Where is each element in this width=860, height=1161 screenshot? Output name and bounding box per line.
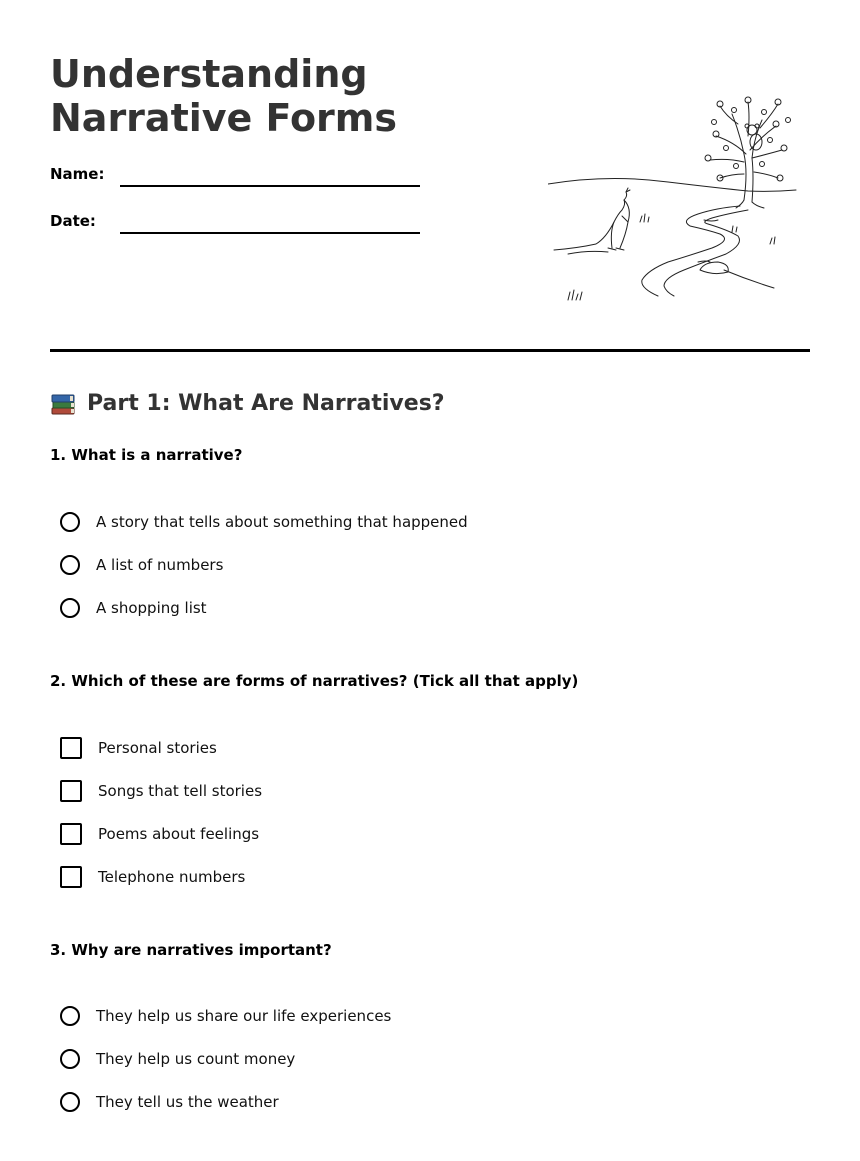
q2-option-1-checkbox[interactable] [60,737,82,759]
q3-option-1[interactable] [60,1004,391,1028]
question-2-prompt: 2. Which of these are forms of narratives? (Tick all that apply) [50,672,579,690]
q1-option-1-radio[interactable] [60,512,80,532]
name-input-line[interactable] [120,185,420,187]
q3-option-2-radio[interactable] [60,1049,80,1069]
q1-option-2[interactable] [60,553,223,577]
q1-option-2-radio[interactable] [60,555,80,575]
q2-option-3[interactable] [60,822,259,846]
name-field [50,165,430,189]
q3-option-1-radio[interactable] [60,1006,80,1026]
q1-option-3[interactable] [60,596,207,620]
q2-option-3-label: Poems about feelings [98,825,260,843]
q2-option-2-label: Songs that tell stories [98,782,263,800]
q2-option-1-label: Personal stories [98,739,217,757]
title-line-2: Narrative Forms [50,96,398,140]
q1-option-1[interactable] [60,510,468,534]
name-label: Name: [50,165,105,183]
q3-option-3[interactable] [60,1090,279,1114]
header-divider [50,349,810,352]
worksheet-title [50,52,510,140]
date-label: Date: [50,212,96,230]
q2-option-4-label: Telephone numbers [98,868,246,886]
outback-illustration-icon [548,92,800,310]
q1-option-3-radio[interactable] [60,598,80,618]
q3-option-1-label: They help us share our life experiences [96,1007,392,1025]
q2-option-3-checkbox[interactable] [60,823,82,845]
q2-option-2-checkbox[interactable] [60,780,82,802]
q3-option-2[interactable] [60,1047,295,1071]
q3-option-3-label: They tell us the weather [96,1093,279,1111]
q2-option-2[interactable] [60,779,262,803]
question-3-prompt: 3. Why are narratives important? [50,941,332,959]
q2-option-4[interactable] [60,865,245,889]
date-field [50,212,430,236]
q1-option-3-label: A shopping list [96,599,207,617]
q1-option-2-label: A list of numbers [96,556,224,574]
part1-title [50,389,445,419]
q3-option-3-radio[interactable] [60,1092,80,1112]
q1-option-1-label: A story that tells about something that happened [96,513,468,531]
title-line-1: Understanding [50,52,368,96]
question-1-prompt: 1. What is a narrative? [50,446,243,464]
date-input-line[interactable] [120,232,420,234]
q2-option-1[interactable] [60,736,217,760]
part1-title-text: Part 1: What Are Narratives? [87,391,445,416]
q3-option-2-label: They help us count money [96,1050,296,1068]
q2-option-4-checkbox[interactable] [60,866,82,888]
books-icon [50,391,78,417]
